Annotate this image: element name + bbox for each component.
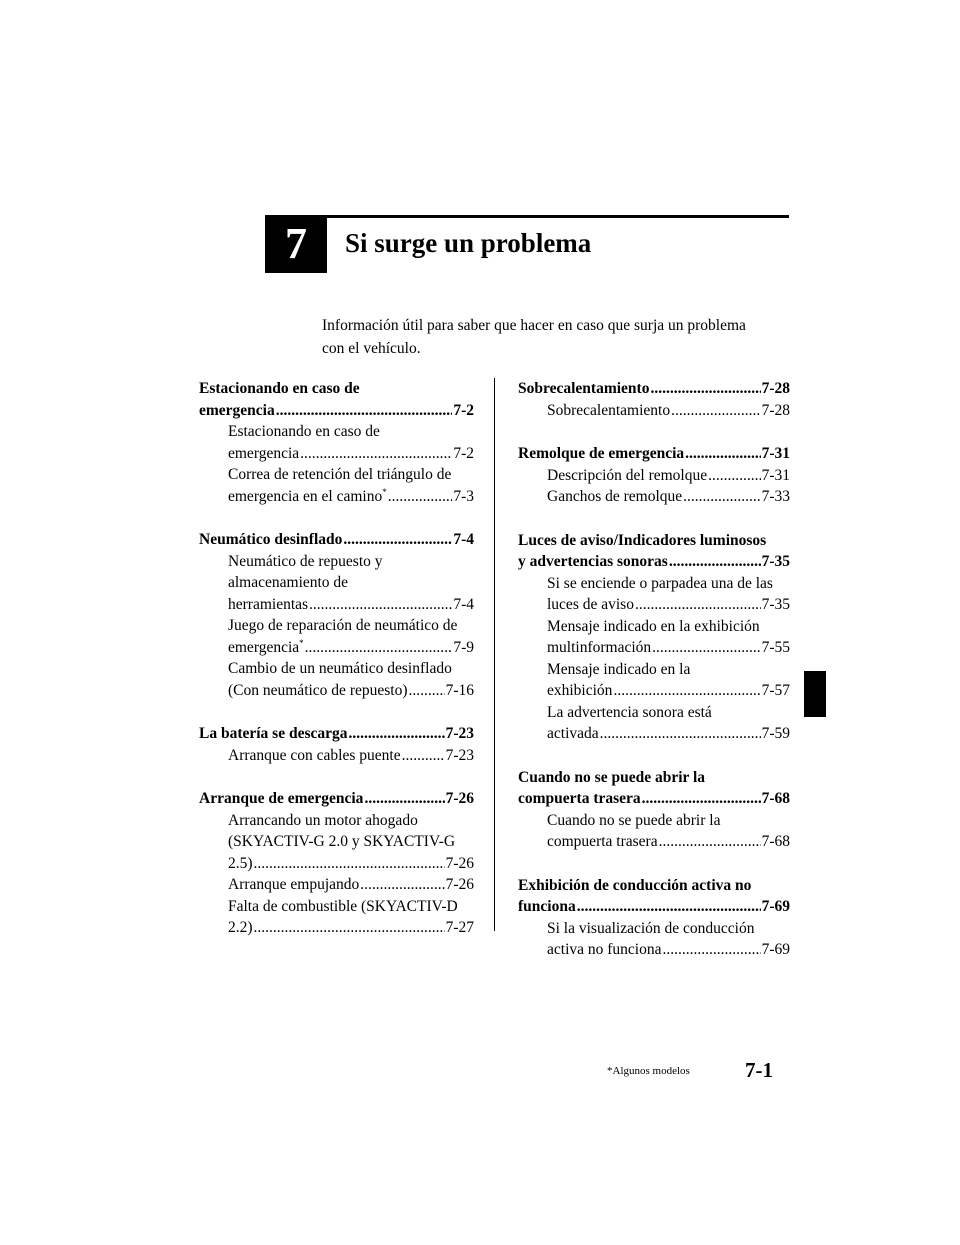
dot-leader bbox=[650, 378, 760, 400]
section-page-ref: 7-2 bbox=[453, 401, 474, 419]
entry-page-ref: 7-26 bbox=[445, 854, 474, 872]
entry-page-ref: 7-23 bbox=[445, 746, 474, 764]
chapter-header-rule bbox=[265, 215, 789, 218]
toc-entry[interactable] bbox=[518, 400, 790, 422]
entry-last-line: emergencia en el camino bbox=[228, 487, 383, 505]
section-title-leader-line bbox=[518, 378, 790, 400]
entry-last-line: activa no funciona bbox=[547, 941, 662, 958]
section-title-leader-line bbox=[199, 400, 474, 422]
entry-last-line: emergencia bbox=[228, 444, 300, 462]
page-number: 7-1 bbox=[745, 1058, 773, 1082]
entry-line: Correa de retención del triángulo de bbox=[228, 466, 452, 483]
some-models-asterisk: * bbox=[299, 637, 304, 648]
toc-entry[interactable] bbox=[199, 464, 474, 507]
entry-line: Si la visualización de conducción bbox=[547, 919, 755, 937]
entry-last-line: activada bbox=[547, 725, 599, 742]
dot-leader bbox=[360, 874, 444, 896]
entry-line: Falta de combustible (SKYACTIV-D bbox=[228, 897, 458, 915]
section-page-ref: 7-4 bbox=[453, 531, 474, 548]
entry-leader-line bbox=[228, 594, 474, 616]
section-page-ref: 7-28 bbox=[761, 380, 790, 397]
entry-last-line: exhibición bbox=[547, 682, 613, 699]
toc-section-title[interactable] bbox=[518, 443, 790, 465]
entry-page-ref: 7-4 bbox=[453, 595, 474, 613]
dot-leader bbox=[683, 486, 760, 508]
dot-leader bbox=[685, 443, 760, 465]
toc-section bbox=[518, 443, 790, 508]
entry-line: Estacionando en caso de bbox=[228, 423, 380, 440]
section-title-line: Luces de aviso/Indicadores luminosos bbox=[518, 531, 767, 549]
section-title-text: Sobrecalentamiento bbox=[518, 380, 650, 397]
entry-line: Neumático de repuesto y bbox=[228, 552, 383, 570]
entry-text bbox=[547, 400, 670, 422]
entry-page-ref: 7-28 bbox=[761, 401, 790, 419]
entry-page-ref: 7-69 bbox=[761, 941, 790, 958]
chapter-thumb-tab bbox=[804, 671, 826, 717]
toc-section-title[interactable] bbox=[518, 530, 790, 573]
dot-leader bbox=[364, 788, 444, 810]
entry-leader-line bbox=[228, 917, 474, 939]
entry-leader-line bbox=[547, 831, 790, 853]
toc-section bbox=[199, 529, 474, 701]
entry-page-ref: 7-31 bbox=[761, 466, 790, 484]
entry-last-line: Ganchos de remolque bbox=[547, 488, 683, 505]
toc-left-column bbox=[199, 378, 474, 961]
toc-section bbox=[199, 378, 474, 507]
entry-last-line: 2.2) bbox=[228, 919, 253, 936]
entry-leader-line bbox=[547, 637, 790, 659]
entry-page-ref: 7-33 bbox=[761, 488, 790, 505]
intro-line: con el vehículo. bbox=[322, 340, 421, 357]
toc-section bbox=[518, 875, 790, 961]
section-page-ref: 7-31 bbox=[761, 445, 790, 462]
toc-entry[interactable] bbox=[199, 745, 474, 767]
toc-section-title[interactable] bbox=[199, 529, 474, 551]
dot-leader bbox=[708, 465, 760, 487]
entry-last-line: herramientas bbox=[228, 595, 309, 613]
dot-leader bbox=[254, 853, 445, 875]
dot-leader bbox=[671, 400, 760, 422]
toc-section-title[interactable] bbox=[518, 875, 790, 918]
entry-text bbox=[547, 637, 651, 659]
toc-right-column bbox=[518, 378, 790, 983]
entry-line: almacenamiento de bbox=[228, 574, 349, 591]
footer-note: *Algunos modelos bbox=[607, 1065, 690, 1077]
entry-last-line: emergencia bbox=[228, 638, 300, 656]
entry-text bbox=[547, 939, 661, 961]
dot-leader bbox=[642, 788, 761, 810]
dot-leader bbox=[577, 896, 761, 918]
section-page-ref: 7-23 bbox=[445, 725, 474, 742]
section-title-leader-line bbox=[199, 723, 474, 745]
intro-line: Información útil para saber que hacer en caso que surja un problema bbox=[322, 317, 746, 334]
toc-entry[interactable] bbox=[199, 810, 474, 875]
dot-leader bbox=[600, 723, 761, 745]
dot-leader bbox=[305, 637, 453, 659]
toc-section-title[interactable] bbox=[518, 767, 790, 810]
section-title-leader-line bbox=[518, 788, 790, 810]
entry-leader-line bbox=[228, 680, 474, 702]
section-page-ref: 7-68 bbox=[761, 790, 790, 807]
entry-text bbox=[228, 594, 308, 616]
entry-leader-line bbox=[547, 465, 790, 487]
section-title-text: Arranque de emergencia bbox=[199, 790, 364, 807]
entry-last-line: compuerta trasera bbox=[547, 833, 658, 850]
section-title-text: La batería se descarga bbox=[199, 725, 348, 742]
entry-last-line: 2.5) bbox=[228, 854, 253, 872]
entry-text bbox=[547, 723, 599, 745]
entry-page-ref: 7-3 bbox=[453, 487, 474, 505]
dot-leader bbox=[659, 831, 761, 853]
column-divider bbox=[494, 378, 495, 931]
entry-last-line: luces de aviso bbox=[547, 596, 634, 613]
entry-leader-line bbox=[228, 443, 474, 465]
section-page-ref: 7-26 bbox=[445, 790, 474, 807]
dot-leader bbox=[613, 680, 760, 702]
entry-text bbox=[228, 486, 387, 508]
entry-page-ref: 7-26 bbox=[445, 876, 474, 893]
entry-leader-line bbox=[228, 637, 474, 659]
section-title-text: Remolque de emergencia bbox=[518, 445, 685, 462]
dot-leader bbox=[349, 723, 445, 745]
entry-line: Mensaje indicado en la bbox=[547, 660, 691, 678]
entry-text bbox=[228, 874, 359, 896]
dot-leader bbox=[402, 745, 445, 767]
entry-last-line: Sobrecalentamiento bbox=[547, 401, 671, 419]
entry-text bbox=[547, 486, 682, 508]
entry-last-line: Arranque con cables puente bbox=[228, 746, 401, 764]
entry-line: La advertencia sonora está bbox=[547, 703, 712, 721]
chapter-intro bbox=[322, 314, 792, 360]
entry-line: Cuando no se puede abrir la bbox=[547, 811, 721, 829]
section-title-text: Neumático desinflado bbox=[199, 531, 343, 548]
section-title-text: emergencia bbox=[199, 401, 275, 419]
toc-entry[interactable] bbox=[518, 465, 790, 487]
section-title-leader-line bbox=[199, 788, 474, 810]
toc-section bbox=[518, 767, 790, 853]
entry-page-ref: 7-9 bbox=[453, 638, 474, 656]
entry-last-line: multinformación bbox=[547, 639, 652, 656]
toc-entry[interactable] bbox=[518, 918, 790, 961]
entry-page-ref: 7-57 bbox=[761, 682, 790, 699]
entry-last-line: Descripción del remolque bbox=[547, 466, 708, 484]
entry-text bbox=[228, 637, 304, 659]
toc-entry[interactable] bbox=[518, 702, 790, 745]
entry-leader-line bbox=[547, 723, 790, 745]
dot-leader bbox=[254, 917, 445, 939]
chapter-title: Si surge un problema bbox=[345, 228, 592, 258]
entry-text bbox=[228, 917, 253, 939]
dot-leader bbox=[669, 551, 761, 573]
entry-last-line: Arranque empujando bbox=[228, 876, 360, 893]
chapter-number: 7 bbox=[285, 219, 307, 268]
toc-section-title[interactable] bbox=[518, 378, 790, 400]
entry-page-ref: 7-35 bbox=[761, 596, 790, 613]
some-models-asterisk: * bbox=[382, 486, 387, 497]
toc-section-title[interactable] bbox=[199, 788, 474, 810]
entry-text bbox=[228, 443, 299, 465]
entry-text bbox=[228, 853, 253, 875]
dot-leader bbox=[408, 680, 444, 702]
toc-entry[interactable] bbox=[518, 659, 790, 702]
toc-entry[interactable] bbox=[518, 810, 790, 853]
toc-entry[interactable] bbox=[199, 874, 474, 896]
entry-text bbox=[547, 831, 658, 853]
section-title-leader-line bbox=[518, 551, 790, 573]
entry-text bbox=[547, 465, 707, 487]
section-title-leader-line bbox=[518, 896, 790, 918]
section-page-ref: 7-69 bbox=[761, 898, 790, 915]
entry-text bbox=[228, 680, 407, 702]
entry-page-ref: 7-2 bbox=[453, 444, 474, 462]
entry-leader-line bbox=[547, 400, 790, 422]
entry-leader-line bbox=[228, 874, 474, 896]
entry-leader-line bbox=[228, 853, 474, 875]
entry-page-ref: 7-55 bbox=[761, 639, 790, 656]
toc-section-title[interactable] bbox=[199, 723, 474, 745]
entry-leader-line bbox=[228, 486, 474, 508]
dot-leader bbox=[652, 637, 760, 659]
entry-page-ref: 7-27 bbox=[445, 919, 474, 936]
toc-entry[interactable] bbox=[199, 615, 474, 658]
entry-line: Si se enciende o parpadea una de las bbox=[547, 574, 773, 592]
toc-entry[interactable] bbox=[518, 573, 790, 616]
section-page-ref: 7-35 bbox=[761, 553, 790, 570]
section-title-line: Cuando no se puede abrir la bbox=[518, 768, 706, 786]
entry-leader-line bbox=[547, 680, 790, 702]
section-title-leader-line bbox=[518, 443, 790, 465]
chapter-number-box bbox=[265, 215, 327, 273]
entry-text bbox=[228, 745, 401, 767]
section-title-line: Estacionando en caso de bbox=[199, 380, 360, 397]
entry-leader-line bbox=[228, 745, 474, 767]
dot-leader bbox=[388, 486, 453, 508]
entry-page-ref: 7-59 bbox=[761, 725, 790, 742]
toc-section-title[interactable] bbox=[199, 378, 474, 421]
dot-leader bbox=[343, 529, 452, 551]
dot-leader bbox=[635, 594, 761, 616]
entry-line: Arrancando un motor ahogado bbox=[228, 811, 418, 829]
entry-line: (SKYACTIV-G 2.0 y SKYACTIV-G bbox=[228, 833, 456, 850]
toc-section bbox=[199, 723, 474, 766]
section-title-line: Exhibición de conducción activa no bbox=[518, 876, 752, 894]
entry-line: Mensaje indicado en la exhibición bbox=[547, 617, 760, 635]
entry-line: Cambio de un neumático desinflado bbox=[228, 660, 452, 677]
section-title-leader-line bbox=[199, 529, 474, 551]
section-title-text: compuerta trasera bbox=[518, 790, 641, 807]
entry-leader-line bbox=[547, 594, 790, 616]
toc-entry[interactable] bbox=[199, 896, 474, 939]
toc-section bbox=[518, 378, 790, 421]
toc-entry[interactable] bbox=[518, 486, 790, 508]
entry-page-ref: 7-16 bbox=[445, 681, 474, 699]
dot-leader bbox=[276, 400, 453, 422]
section-title-text: y advertencias sonoras bbox=[518, 553, 668, 570]
entry-text bbox=[547, 680, 612, 702]
entry-leader-line bbox=[547, 486, 790, 508]
dot-leader bbox=[300, 443, 452, 465]
entry-line: Juego de reparación de neumático de bbox=[228, 617, 458, 634]
toc-section bbox=[518, 530, 790, 745]
toc-entry[interactable] bbox=[199, 658, 474, 701]
toc-entry[interactable] bbox=[518, 616, 790, 659]
dot-leader bbox=[309, 594, 452, 616]
dot-leader bbox=[662, 939, 760, 961]
entry-page-ref: 7-68 bbox=[761, 833, 790, 850]
entry-leader-line bbox=[547, 939, 790, 961]
entry-text bbox=[547, 594, 634, 616]
toc-entry[interactable] bbox=[199, 421, 474, 464]
entry-last-line: (Con neumático de repuesto) bbox=[228, 681, 408, 699]
toc-entry[interactable] bbox=[199, 551, 474, 616]
toc-section bbox=[199, 788, 474, 939]
section-title-text: funciona bbox=[518, 898, 576, 915]
